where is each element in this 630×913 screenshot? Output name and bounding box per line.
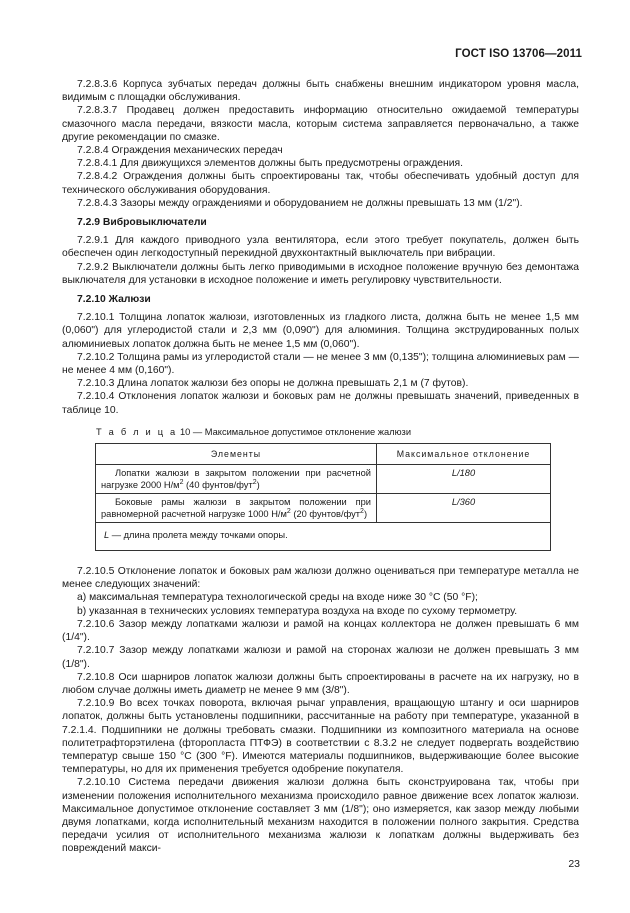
subsection-title: 7.2.8.4 Ограждения механических передач xyxy=(77,145,283,157)
table-row xyxy=(96,494,551,523)
table-cell-value: L/360 xyxy=(377,494,551,523)
paragraph: 7.2.8.3.6 Корпуса зубчатых передач должны быть снабжены внешним индикатором уровня масла, видимым с площадки обслуживания. xyxy=(62,79,579,104)
note-symbol: L xyxy=(104,530,110,541)
table-cell-element: Лопатки жалюзи в закрытом положении при расчетной нагрузке 2000 $Н/м^2$ (40 фунтов/фут$^2$) xyxy=(96,465,377,494)
section-heading-vibration-switches: 7.2.9 Вибровыключатели xyxy=(77,217,207,229)
paragraph: 7.2.8.4.1 Для движущихся элементов должны быть предусмотрены ограждения. xyxy=(77,158,463,170)
list-item: b) указанная в технических условиях температура воздуха на входе по сухому термометру. xyxy=(77,605,518,617)
paragraph: 7.2.8.4.3 Зазоры между ограждениями и оборудованием не должны превышать 13 мм (1/2"). xyxy=(77,197,523,209)
note-text: — длина пролета между точками опоры. xyxy=(109,530,288,541)
table-caption-text: 10 — Максимальное допустимое отклонение жалюзи xyxy=(177,426,412,437)
table-header-row xyxy=(96,444,551,465)
paragraph: 7.2.10.9 Во всех точках поворота, включая рычаг управления, вращающую штангу и оси шарниров лопаток, должны быть установлены подшипники, рассчитанные на работу при температуре, указанной в 7.2.1.4. Подшипники не должны требовать смазки. Подшипники из композитного материала на основе политетрафторэтилена (фторопласта ПТФЭ) в соответствии с 8.3.2 не следует подвергать воздействию температур свыше 150 °С (300 °F). Имеются материалы подшипников, выдерживающие более высокие температуры, но для их применения требуется одобрение покупателя. xyxy=(62,698,579,776)
deflection-table xyxy=(95,443,551,551)
paragraph: 7.2.10.4 Отклонения лопаток жалюзи и боковых рам не должны превышать значений, приведенных в таблице 10. xyxy=(62,391,579,416)
paragraph: 7.2.10.2 Толщина рамы из углеродистой стали — не менее 3 мм (0,135"); толщина алюминиевых рам — не менее 4 мм (0,160"). xyxy=(62,351,579,377)
paragraph: 7.2.10.7 Зазор между лопатками жалюзи и рамой на сторонах жалюзи не должен превышать 3 мм (1/8"). xyxy=(62,645,579,670)
table-cell-value: L/180 xyxy=(377,465,551,494)
column-header-elements: Элементы xyxy=(96,444,377,465)
table-caption-label: Т а б л и ц а xyxy=(96,426,178,437)
paragraph: 7.2.10.8 Оси шарниров лопаток жалюзи должны быть спроектированы в расчете на их нагрузку, но в любом случае должны иметь диаметр не менее 9 мм (3/8"). xyxy=(62,671,579,696)
section-heading-louvers: 7.2.10 Жалюзи xyxy=(77,294,151,306)
paragraph: 7.2.9.1 Для каждого приводного узла вентилятора, если этого требует покупатель, должен быть обеспечен один легкодоступный перекидной двухконтактный выключатель при вибрации. xyxy=(62,235,579,260)
paragraph: 7.2.10.10 Система передачи движения жалюзи должна быть сконструирована так, чтобы при изменении положения исполнительного механизма происходило равное движение всех лопаток жалюзи. Максимальное допустимое отклонение составляет 3 мм (1/8"); оно измеряется, как зазор между любыми двумя лопатками, когда исполнительный механизм находится в положении полного закрытия. Средства передачи усилия от исполнительного механизма жалюзи к лопаткам должны выдерживать без повреждений макси- xyxy=(62,777,579,855)
paragraph: 7.2.10.1 Толщина лопаток жалюзи, изготовленных из гладкого листа, должна быть не менее 1,5 мм (0,060") для углеродистой стали и 2,3 мм (0,090") для алюминия. Толщина экструдированных полых алюминиевых лопаток должна быть не менее 1,5 мм (0,060"). xyxy=(62,312,579,350)
paragraph: 7.2.8.3.7 Продавец должен предоставить информацию относительно ожидаемой температуры смазочного масла передачи, вязкости масла, которым система заправляется первоначально, а также другие рекомендации по смазке. xyxy=(62,105,579,143)
table-cell-element: Боковые рамы жалюзи в закрытом положении при равномерной расчетной нагрузке 1000 $Н/м^2$ (20 фунтов/фут$^2$) xyxy=(96,494,377,523)
paragraph: 7.2.9.2 Выключатели должны быть легко приводимыми в исходное положение вручную без демонтажа выключателя для установки в исходное положение и иметь регулировку чувствительности. xyxy=(62,261,579,286)
document-code-header: ГОСТ ISO 13706—2011 xyxy=(455,48,582,60)
table-note xyxy=(96,523,551,551)
paragraph: 7.2.10.3 Длина лопаток жалюзи без опоры не должна превышать 2,1 м (7 футов). xyxy=(77,378,469,390)
list-item: a) максимальная температура технологической среды на входе ниже 30 °С (50 °F); xyxy=(77,592,478,604)
table-caption xyxy=(96,426,579,439)
paragraph: 7.2.10.6 Зазор между лопатками жалюзи и рамой на концах коллектора не должен превышать 6 мм (1/4"). xyxy=(62,618,579,644)
page-number: 23 xyxy=(568,858,580,870)
paragraph: 7.2.8.4.2 Ограждения должны быть спроектированы так, чтобы обеспечивать удобный доступ для технического обслуживания оборудования. xyxy=(62,171,579,196)
document-body xyxy=(62,78,579,856)
paragraph: 7.2.10.5 Отклонение лопаток и боковых рам жалюзи должно оцениваться при температуре металла не менее следующих значений: xyxy=(62,566,579,591)
column-header-max-deflection: Максимальное отклонение xyxy=(377,444,551,465)
table-note-row xyxy=(96,523,551,551)
table-row xyxy=(96,465,551,494)
